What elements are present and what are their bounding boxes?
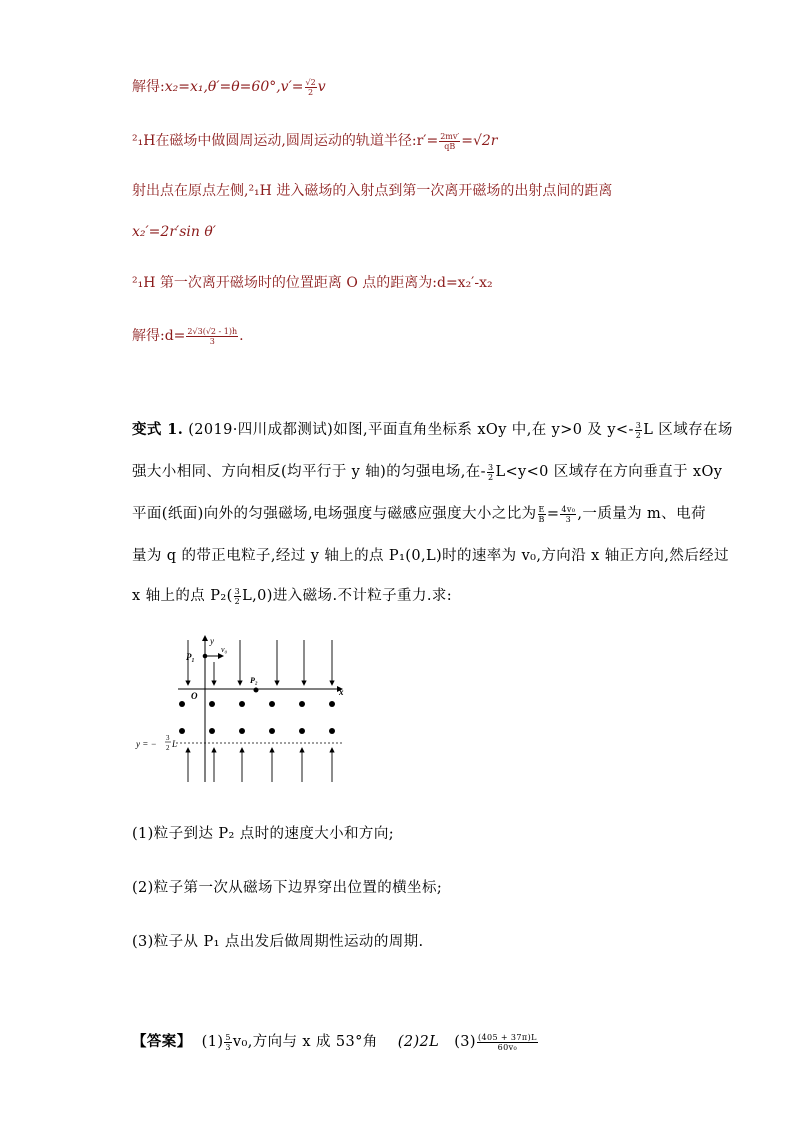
fraction: $\frac{E}{B}$ [538, 504, 545, 524]
answer-label: 【答案】 [132, 1033, 192, 1050]
p2-label: P₂ [250, 676, 258, 685]
point-p2 [254, 688, 259, 693]
answer-1: v₀,方向与 x 成 53°角 [232, 1034, 378, 1050]
fraction: $\frac{5}{3}$ [225, 1032, 231, 1052]
magnetic-field-dots [179, 701, 335, 734]
fraction: $\frac{3}{2}$ [234, 586, 241, 606]
solution-line-1: 解得:x₂=x₁,θ′=θ=60°,v′= $\frac{√2}{2}$ v [132, 77, 326, 97]
solution-line-5: ²₁H 第一次离开磁场时的位置距离 O 点的距离为:d=x₂′-x₂ [132, 275, 493, 291]
lower-electric-field [188, 748, 332, 782]
solution-line-2: ²₁H在磁场中做圆周运动,圆周运动的轨道半径:r′= $\frac{2mv'}{qB}$ =√2r [132, 131, 498, 151]
boundary-frac-den: 2 [166, 744, 170, 752]
answer-line: 【答案】 (1) $\frac{5}{3}$ v₀,方向与 x 成 53°角 (2)2L (3) $\frac{(405 + 37\pi)L}{\text{60v₀}}$ [132, 1032, 537, 1052]
question-1: (1)粒子到达 P₂ 点时的速度大小和方向; [132, 826, 395, 842]
problem-line-1: 变式 1. (2019·四川成都测试)如图,平面直角坐标系 xOy 中,在 y>0 及 y<- $\frac{3}{2}$ L 区域存在场 [132, 420, 733, 440]
answer-2: (2)2L [397, 1034, 440, 1050]
upper-electric-field [188, 640, 332, 685]
v0-label: v₀ [221, 645, 228, 654]
boundary-label: y = − [136, 739, 157, 749]
solution-line-4: x₂′=2r′sin θ′ [132, 224, 216, 240]
answer-3: $\frac{(405 + 37\pi)L}{\text{60v₀}}$ [477, 1032, 537, 1052]
solution-line-6: 解得:d= $\frac{2√3(√2 - 1)h}{3}$ . [132, 326, 244, 346]
question-2: (2)粒子第一次从磁场下边界穿出位置的横坐标; [132, 880, 443, 896]
fraction: $\frac{2mv'}{qB}$ [440, 131, 460, 151]
nuclide-symbol: ²₁H [132, 133, 156, 149]
boundary-frac-num: 3 [166, 734, 170, 742]
x-axis-label: x [339, 687, 344, 697]
problem-line-5: x 轴上的点 P₂( $\frac{3}{2}$ L,0)进入磁场.不计粒子重力.求: [132, 586, 453, 606]
solution-line-3: 射出点在原点左侧,²₁H 进入磁场的入射点到第一次离开磁场的出射点间的距离 [132, 183, 613, 199]
y-axis-label: y [210, 636, 214, 646]
solution-text: 在磁场中做圆周运动,圆周运动的轨道半径:r′= [155, 133, 439, 149]
fraction: $\frac{\text{4v₀}}{3}$ [561, 504, 576, 524]
problem-label: 变式 1. [132, 421, 184, 438]
problem-line-2: 强大小相同、方向相反(均平行于 y 轴)的匀强电场,在- $\frac{3}{2}$ L<y<0 区域存在方向垂直于 xOy [132, 462, 723, 482]
boundary-L: L [172, 739, 178, 749]
problem-line-3: 平面(纸面)向外的匀强磁场,电场强度与磁感应强度大小之比为 $\frac{E}{B}$ = $\frac{\text{4v₀}}{3}$ ,一质量为 m、电荷 [132, 504, 706, 524]
origin-label: O [191, 691, 198, 701]
fraction: $\frac{√2}{2}$ [305, 77, 316, 97]
fraction: $\frac{3}{2}$ [487, 462, 494, 482]
question-3: (3)粒子从 P₁ 点出发后做周期性运动的周期. [132, 934, 424, 950]
field-diagram [132, 632, 352, 792]
fraction: $\frac{3}{2}$ [635, 420, 642, 440]
problem-line-4: 量为 q 的带正电粒子,经过 y 轴上的点 P₁(0,L)时的速率为 v₀,方向沿 x 轴正方向,然后经过 [132, 548, 729, 564]
p1-label: P₁ [186, 652, 195, 662]
fraction: $\frac{2√3(√2 - 1)h}{3}$ [187, 326, 238, 346]
solution-equation: x₂=x₁,θ′=θ=60°,v′= [164, 79, 304, 95]
solution-lead: 解得: [132, 79, 165, 95]
